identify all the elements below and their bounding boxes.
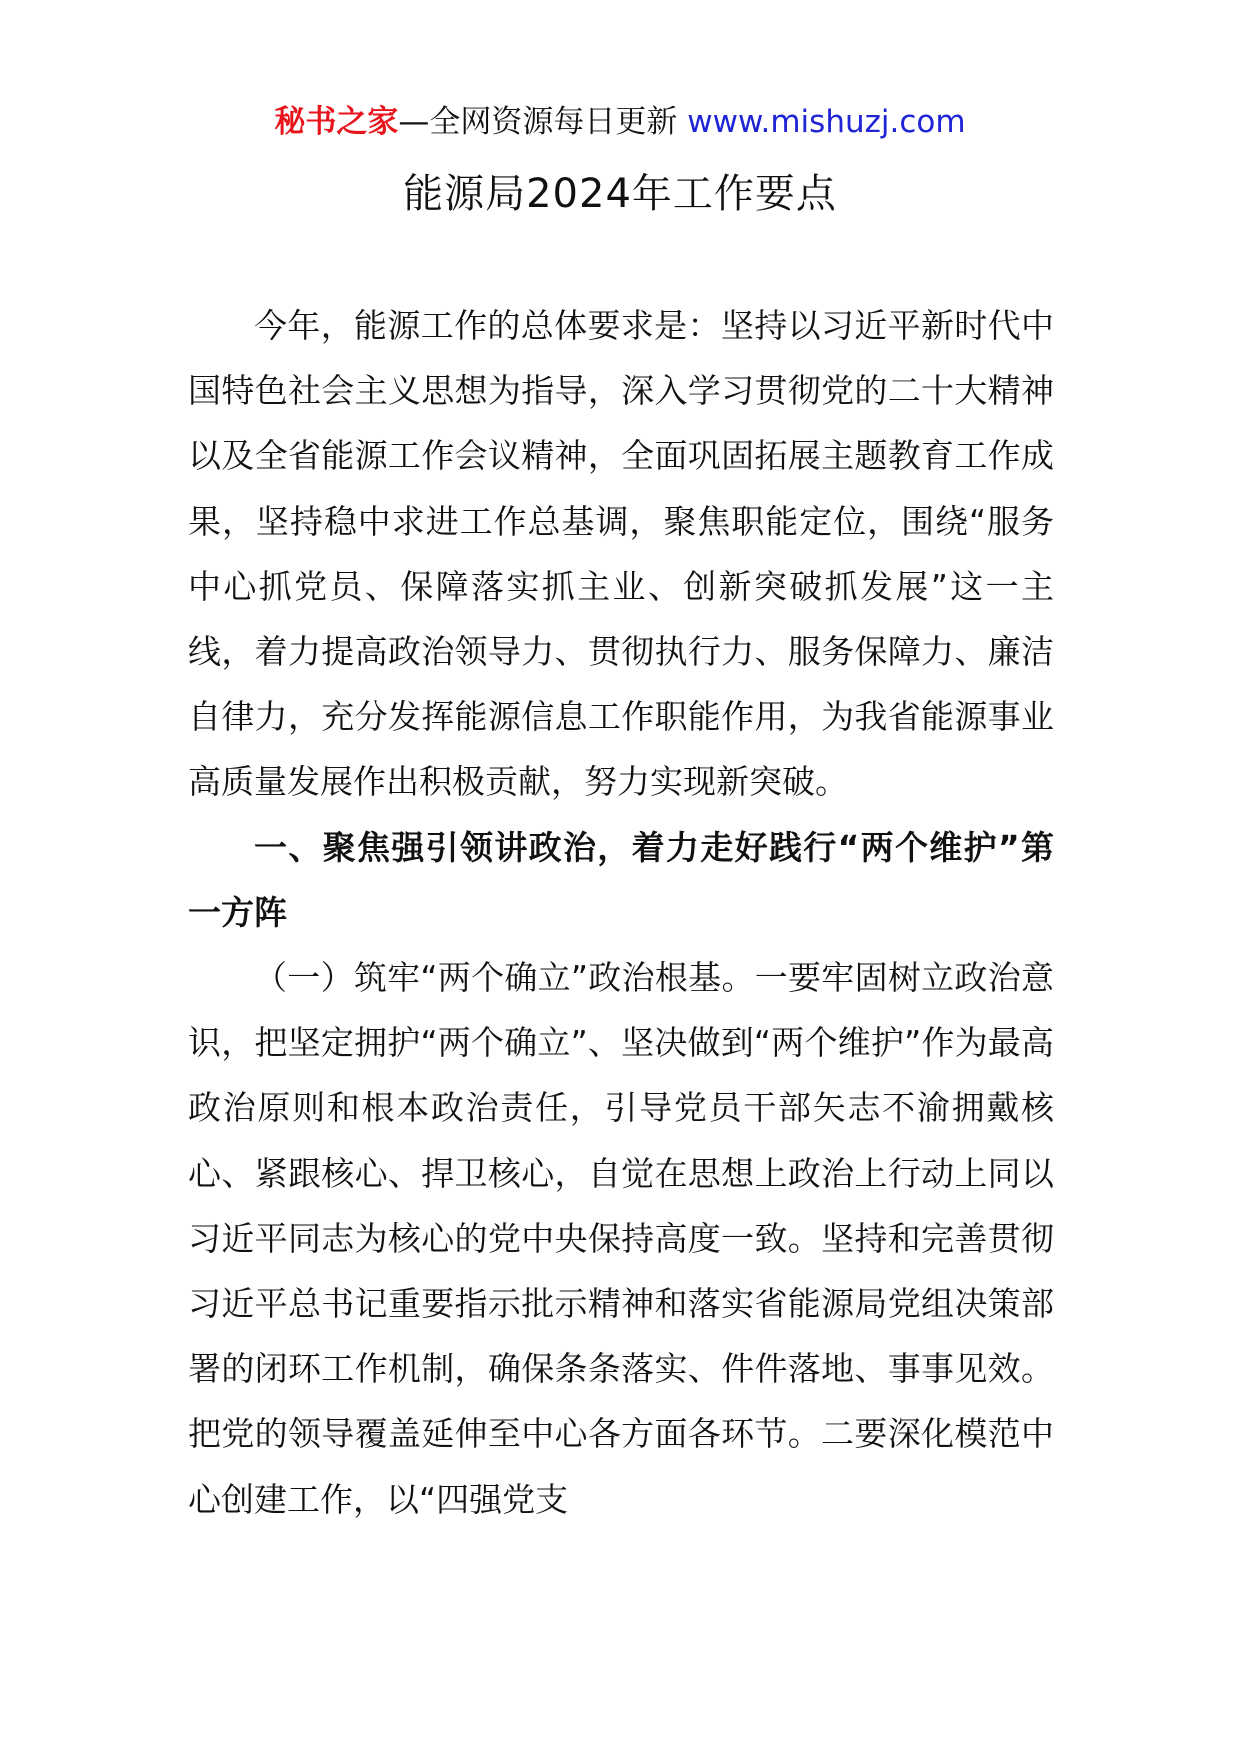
brand-name: 秘书之家 [274,104,399,140]
section-heading: 一、聚焦强引领讲政治，着力走好践行“两个维护”第一方阵 [188,827,1054,932]
site-url-link[interactable]: www.mishuzj.com [687,104,966,140]
document-body [188,293,1054,1532]
header-slogan: —全网资源每日更新 [398,104,678,140]
intro-paragraph: 今年，能源工作的总体要求是：坚持以习近平新时代中国特色社会主义思想为指导，深入学习贯彻党的二十大精神以及全省能源工作会议精神，全面巩固拓展主题教育工作成果，坚持稳中求进工作总基调，聚焦职能定位，围绕“服务中心抓党员、保障落实抓主业、创新突破抓发展”这一主线，着力提高政治领导力、贯彻执行力、服务保障力、廉洁自律力，充分发挥能源信息工作职能作用，为我省能源事业高质量发展作出积极贡献，努力实现新突破。 [188,306,1054,802]
site-header [0,100,1240,144]
document-title: 能源局2024年工作要点 [403,171,837,217]
subsection-paragraph: （一）筑牢“两个确立”政治根基。一要牢固树立政治意识，把坚定拥护“两个确立”、坚决做到“两个维护”作为最高政治原则和根本政治责任，引导党员干部矢志不渝拥戴核心、紧跟核心、捍卫核心，自觉在思想上政治上行动上同以习近平同志为核心的党中央保持高度一致。坚持和完善贯彻习近平总书记重要指示批示精神和落实省能源局党组决策部署的闭环工作机制，确保条条落实、件件落地、事事见效。把党的领导覆盖延伸至中心各方面各环节。二要深化模范中心创建工作，以“四强党支 [188,958,1054,1519]
